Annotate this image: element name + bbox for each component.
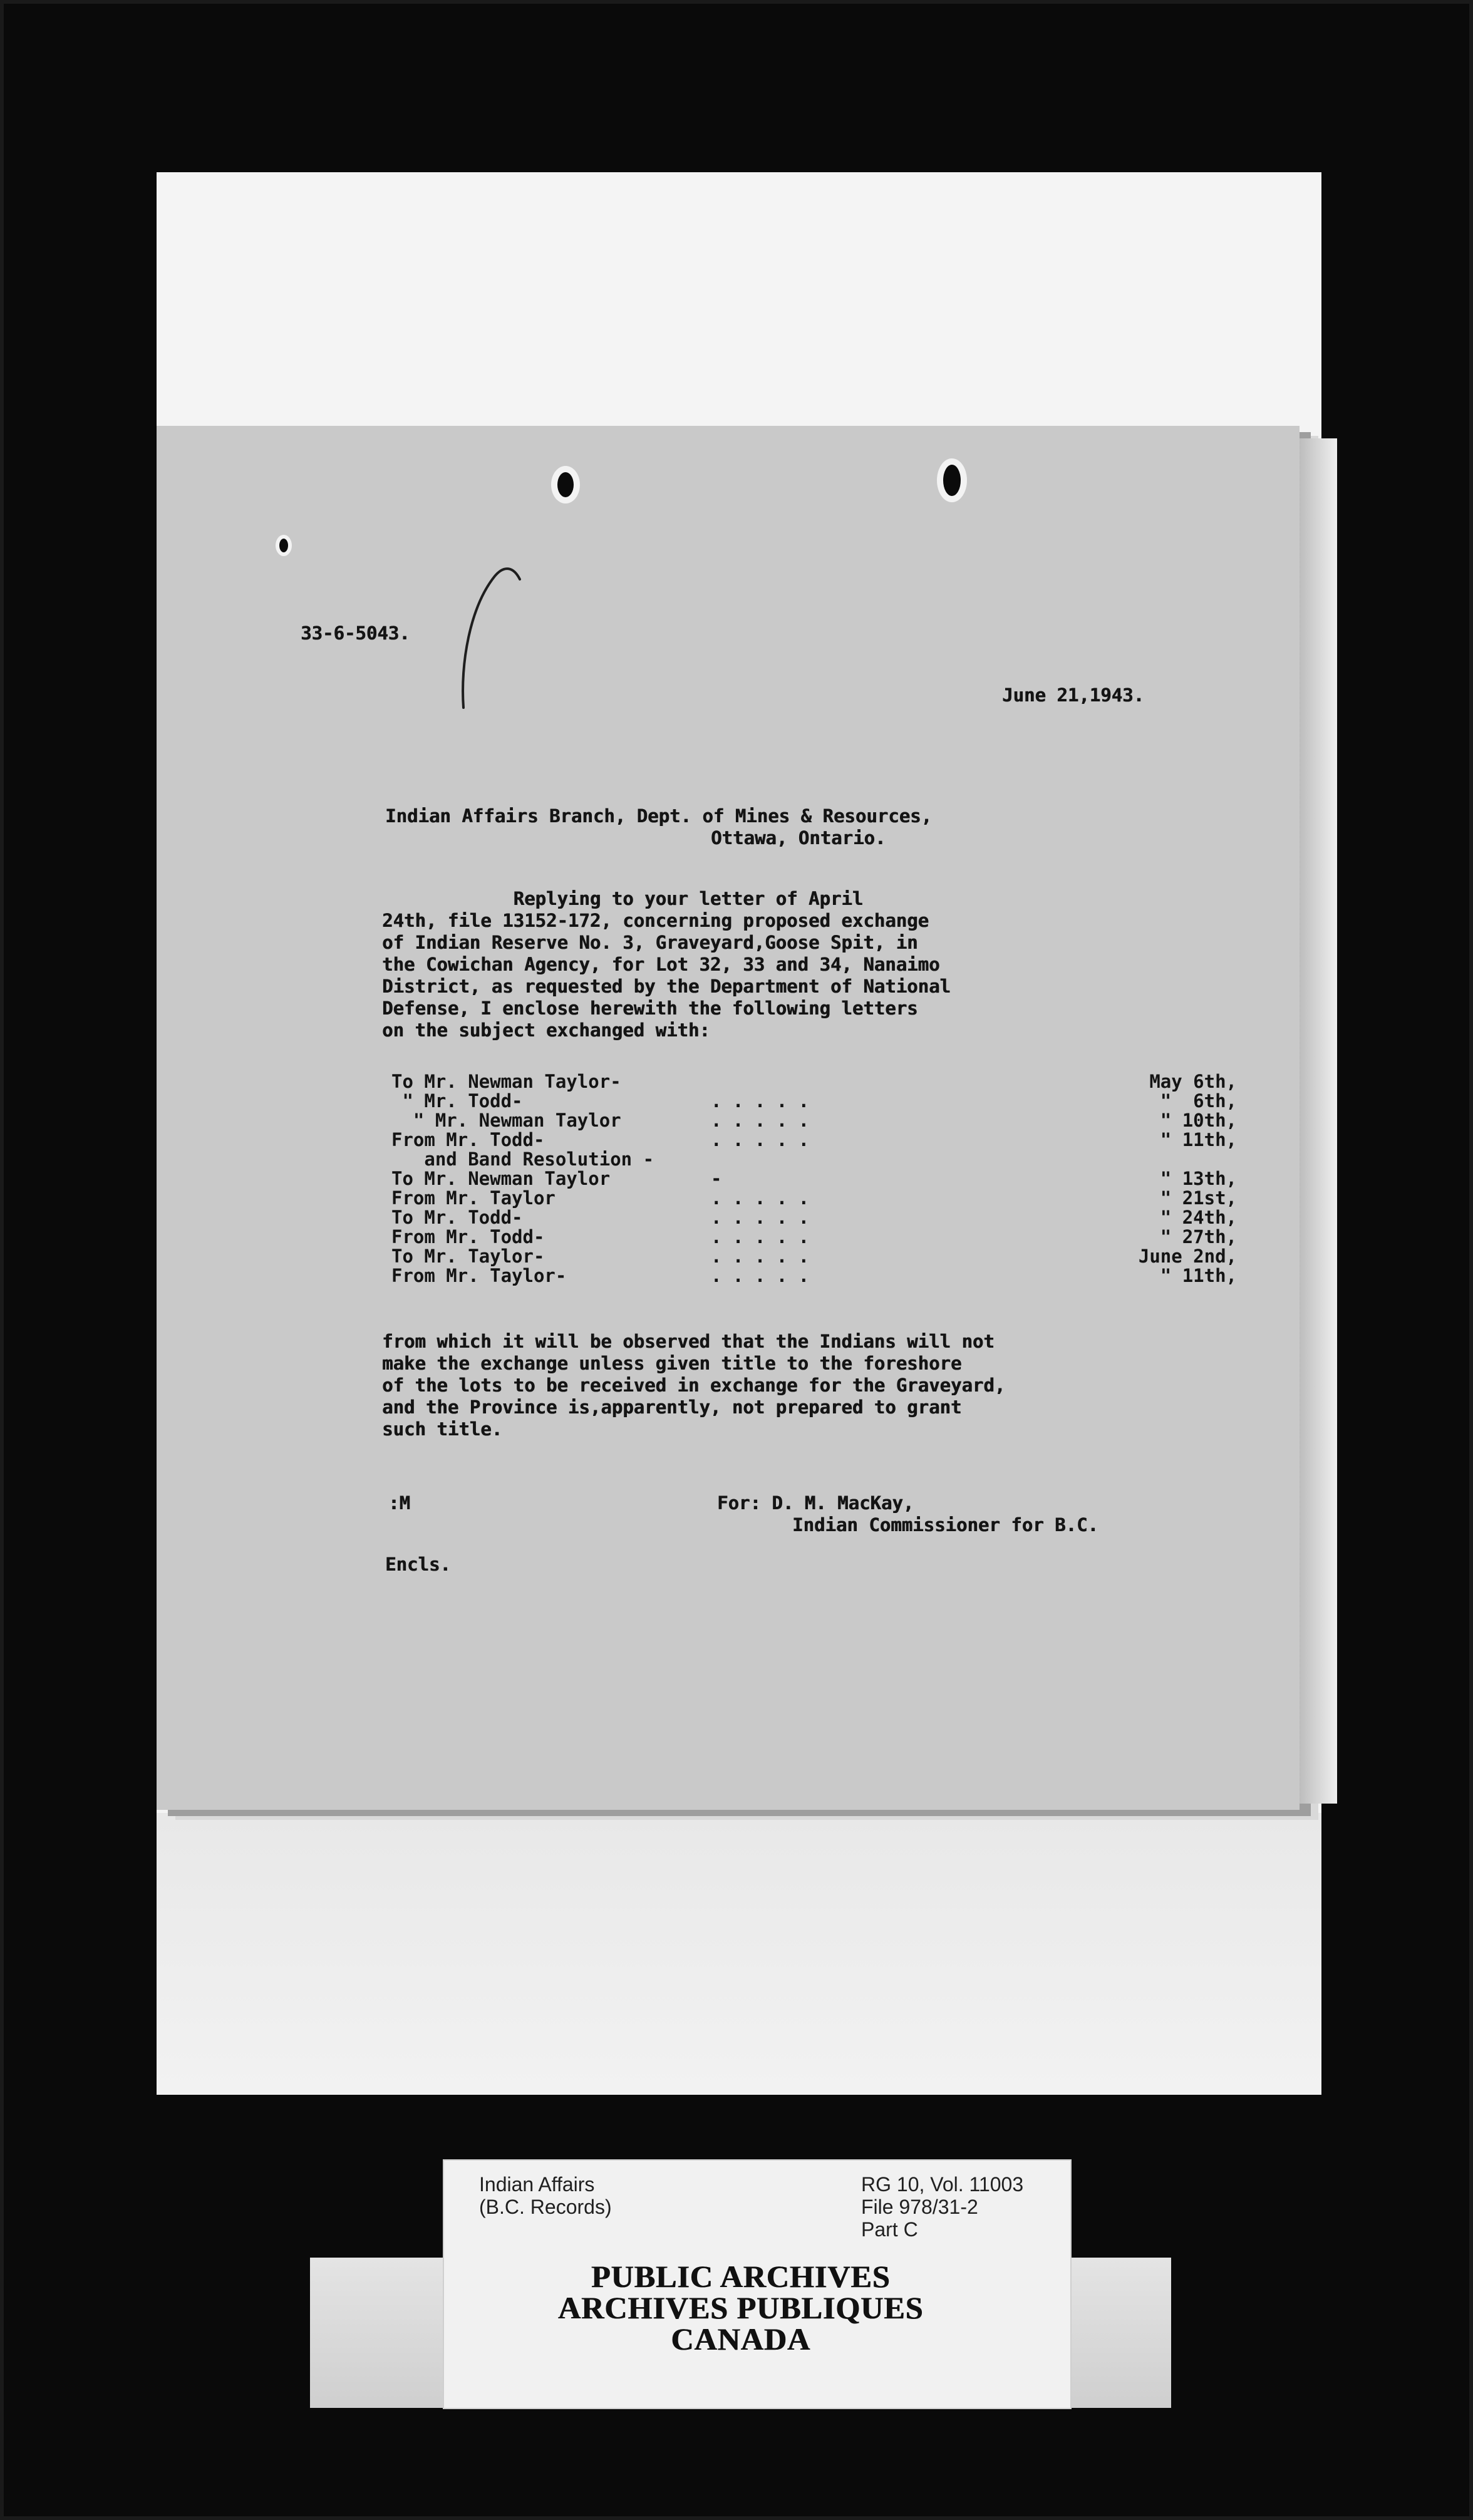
schedule-row xyxy=(391,1247,1237,1266)
schedule-row xyxy=(391,1072,1237,1092)
schedule-date: " 11th, xyxy=(1160,1129,1237,1150)
closing-line: and the Province is,apparently, not prepared to grant xyxy=(382,1397,962,1418)
punch-hole xyxy=(943,465,961,496)
collection-subtitle: (B.C. Records) xyxy=(479,2196,612,2218)
schedule-date: " 27th, xyxy=(1160,1226,1237,1247)
body-line: District, as requested by the Department of National xyxy=(382,976,951,997)
archive-title-country: CANADA xyxy=(671,2321,810,2357)
schedule-dots: . . . . . xyxy=(711,1207,810,1228)
body-line: 24th, file 13152-172, concerning proposed exchange xyxy=(382,910,929,931)
punch-hole xyxy=(557,472,574,497)
schedule-dots: . . . . . xyxy=(711,1129,810,1150)
schedule-date: " 21st, xyxy=(1160,1187,1237,1209)
letter-closing-paragraph xyxy=(382,1331,1005,1440)
file-reference: 33-6-5043. xyxy=(301,622,410,644)
schedule-party: To Mr. Newman Taylor xyxy=(391,1168,611,1189)
letter-body-paragraph xyxy=(382,888,951,1041)
schedule-dots: . . . . . xyxy=(711,1246,810,1267)
body-line: the Cowichan Agency, for Lot 32, 33 and 34, Nanaimo xyxy=(382,954,940,975)
collection-name: Indian Affairs xyxy=(479,2173,595,2196)
archive-title-english: PUBLIC ARCHIVES xyxy=(591,2259,891,2294)
signature-name: For: D. M. MacKay, xyxy=(717,1492,914,1514)
schedule-date: " 10th, xyxy=(1160,1110,1237,1131)
schedule-date: " 6th, xyxy=(1160,1090,1237,1112)
schedule-row xyxy=(391,1092,1237,1111)
body-line: of Indian Reserve No. 3, Graveyard,Goose Spit, in xyxy=(382,932,918,953)
schedule-party: and Band Resolution - xyxy=(391,1149,654,1170)
schedule-party: From Mr. Todd- xyxy=(391,1129,545,1150)
schedule-dots: . . . . . xyxy=(711,1265,810,1286)
closing-line: from which it will be observed that the Indians will not xyxy=(382,1331,995,1352)
schedule-party: From Mr. Taylor- xyxy=(391,1265,567,1286)
schedule-row xyxy=(391,1266,1237,1286)
schedule-row xyxy=(391,1208,1237,1227)
closing-line: make the exchange unless given title to the foreshore xyxy=(382,1353,962,1374)
schedule-party: To Mr. Newman Taylor- xyxy=(391,1071,621,1092)
correspondence-schedule xyxy=(391,1072,1237,1286)
schedule-date: May 6th, xyxy=(1149,1071,1237,1092)
schedule-dots: . . . . . xyxy=(711,1090,810,1112)
body-line: on the subject exchanged with: xyxy=(382,1020,710,1041)
schedule-party: To Mr. Todd- xyxy=(391,1207,523,1228)
letter-page xyxy=(157,426,1300,1810)
schedule-dots: - xyxy=(711,1168,722,1189)
body-line: Replying to your letter of April xyxy=(382,888,864,909)
schedule-party: " Mr. Newman Taylor xyxy=(391,1110,621,1131)
archive-title-french: ARCHIVES PUBLIQUES xyxy=(557,2290,924,2325)
schedule-date: June 2nd, xyxy=(1138,1246,1237,1267)
schedule-row xyxy=(391,1150,1237,1169)
schedule-party: To Mr. Taylor- xyxy=(391,1246,545,1267)
signature-title: Indian Commissioner for B.C. xyxy=(792,1514,1098,1536)
schedule-row xyxy=(391,1111,1237,1130)
schedule-party: From Mr. Taylor xyxy=(391,1187,556,1209)
closing-line: such title. xyxy=(382,1418,503,1440)
closing-line: of the lots to be received in exchange for the Graveyard, xyxy=(382,1375,1006,1396)
schedule-date: " 11th, xyxy=(1160,1265,1237,1286)
schedule-row xyxy=(391,1189,1237,1208)
schedule-row xyxy=(391,1169,1237,1189)
schedule-dots: . . . . . xyxy=(711,1110,810,1131)
schedule-dots: . . . . . xyxy=(711,1226,810,1247)
schedule-row xyxy=(391,1130,1237,1150)
archive-label xyxy=(310,2173,1171,2408)
enclosures-note: Encls. xyxy=(385,1554,451,1575)
record-group: RG 10, Vol. 11003 xyxy=(861,2173,1024,2196)
schedule-party: From Mr. Todd- xyxy=(391,1226,545,1247)
punch-hole xyxy=(279,539,288,552)
schedule-date: " 13th, xyxy=(1160,1168,1237,1189)
schedule-row xyxy=(391,1227,1237,1247)
typist-initials: :M xyxy=(388,1492,410,1514)
recipient-address-line: Indian Affairs Branch, Dept. of Mines & Resources, xyxy=(385,805,932,827)
letter-date: June 21,1943. xyxy=(1002,684,1144,706)
schedule-party: " Mr. Todd- xyxy=(391,1090,523,1112)
schedule-dots: . . . . . xyxy=(711,1187,810,1209)
file-number: File 978/31-2 xyxy=(861,2196,978,2218)
schedule-date: " 24th, xyxy=(1160,1207,1237,1228)
body-line: Defense, I enclose herewith the following letters xyxy=(382,998,918,1019)
backing-sheet-lower xyxy=(157,1813,1321,2095)
pencil-mark xyxy=(451,551,532,714)
file-part: Part C xyxy=(861,2218,918,2241)
recipient-address-line: Ottawa, Ontario. xyxy=(711,827,886,849)
page-edge xyxy=(1300,438,1337,1804)
